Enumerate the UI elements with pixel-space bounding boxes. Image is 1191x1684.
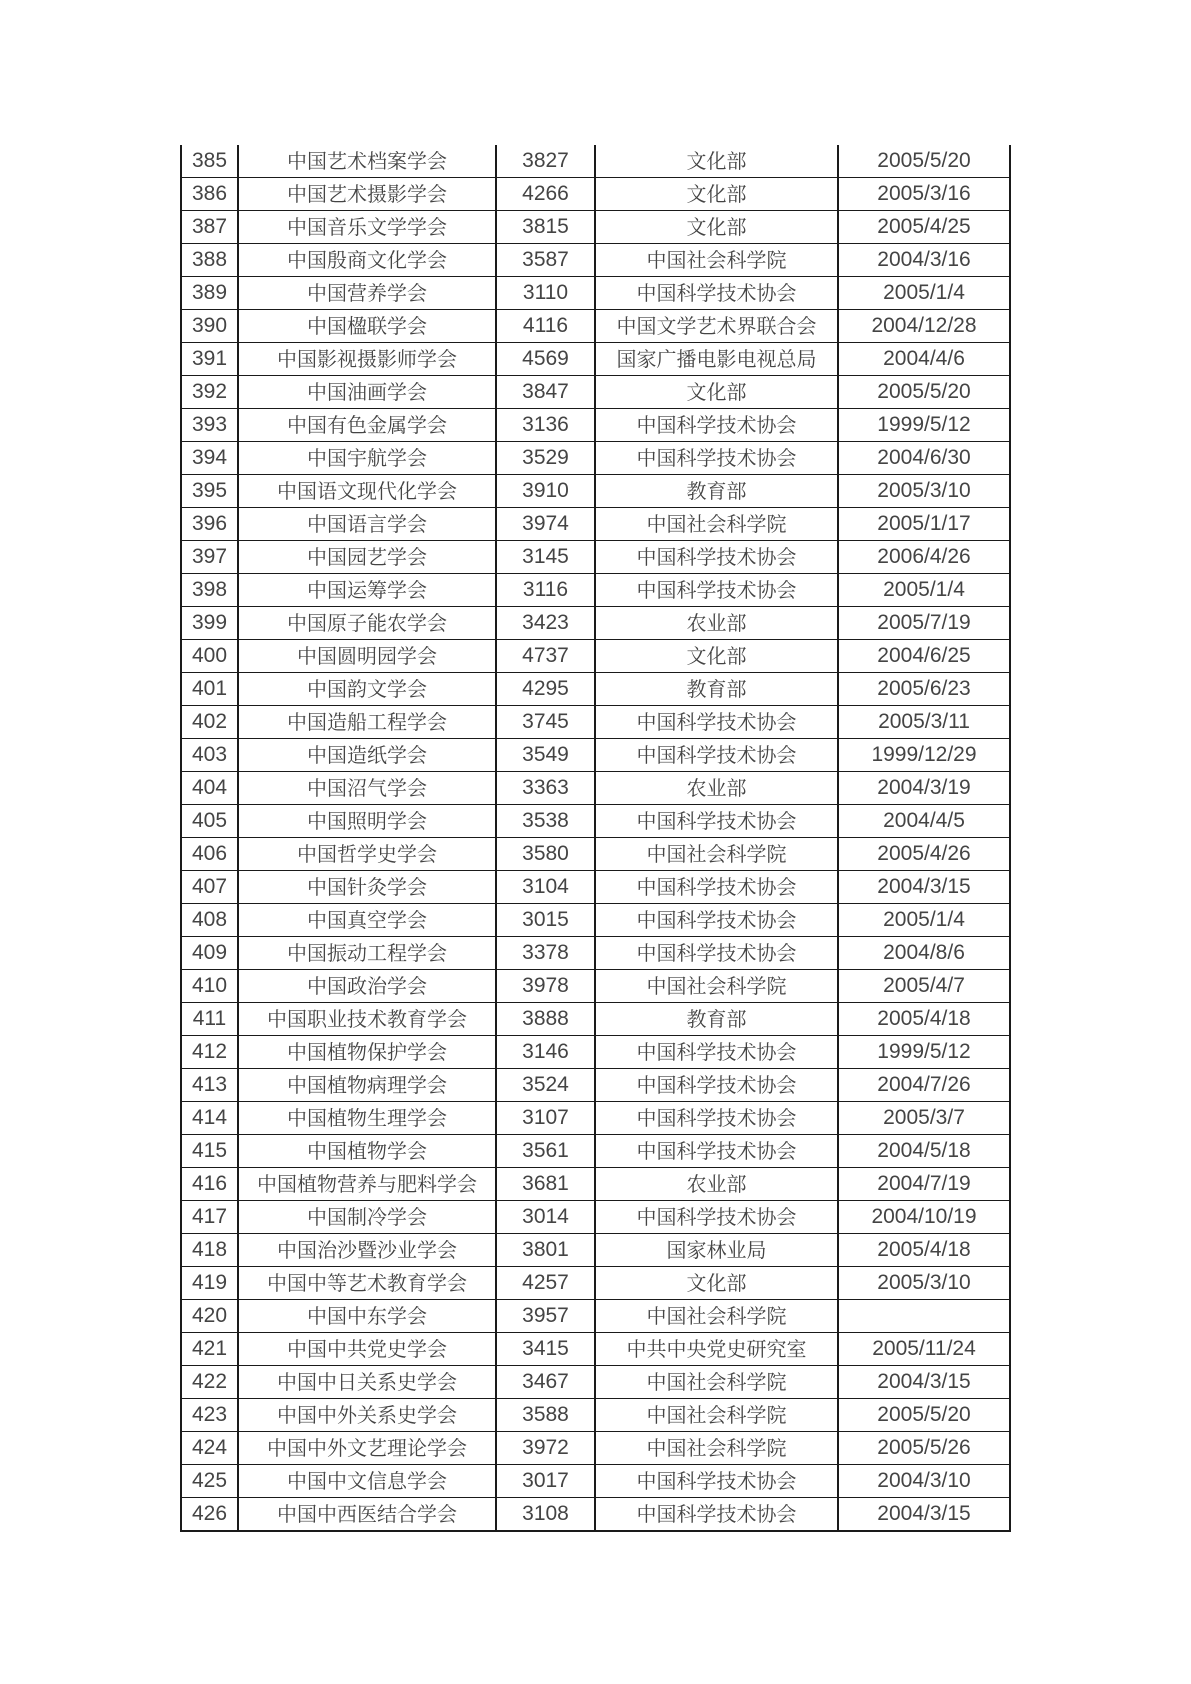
registration-code-cell: 3136	[496, 409, 595, 442]
society-name-cell: 中国原子能农学会	[238, 607, 496, 640]
date-cell	[838, 1300, 1010, 1333]
table-row	[181, 343, 1010, 376]
row-number-cell: 394	[181, 442, 238, 475]
row-number-cell: 385	[181, 145, 238, 178]
registration-code-cell: 3378	[496, 937, 595, 970]
society-name-cell: 中国殷商文化学会	[238, 244, 496, 277]
date-cell: 2004/5/18	[838, 1135, 1010, 1168]
supervising-agency-cell: 中国社会科学院	[595, 1432, 838, 1465]
table-row	[181, 607, 1010, 640]
society-name-cell: 中国制冷学会	[238, 1201, 496, 1234]
table-row	[181, 1102, 1010, 1135]
date-cell: 2004/4/5	[838, 805, 1010, 838]
table-row	[181, 673, 1010, 706]
row-number-cell: 396	[181, 508, 238, 541]
table-row	[181, 1432, 1010, 1465]
table-row	[181, 1465, 1010, 1498]
date-cell: 2004/7/19	[838, 1168, 1010, 1201]
table-row	[181, 1300, 1010, 1333]
date-cell: 2005/3/10	[838, 1267, 1010, 1300]
society-name-cell: 中国运筹学会	[238, 574, 496, 607]
society-name-cell: 中国植物保护学会	[238, 1036, 496, 1069]
table-row	[181, 1201, 1010, 1234]
table-row	[181, 376, 1010, 409]
society-name-cell: 中国艺术档案学会	[238, 145, 496, 178]
table-row	[181, 937, 1010, 970]
table-row	[181, 1333, 1010, 1366]
supervising-agency-cell: 中国社会科学院	[595, 1366, 838, 1399]
table-body	[181, 145, 1010, 1531]
row-number-cell: 424	[181, 1432, 238, 1465]
registration-code-cell: 3801	[496, 1234, 595, 1267]
supervising-agency-cell: 中国科学技术协会	[595, 1465, 838, 1498]
date-cell: 2004/3/15	[838, 1366, 1010, 1399]
date-cell: 2005/11/24	[838, 1333, 1010, 1366]
registration-code-cell: 3116	[496, 574, 595, 607]
row-number-cell: 410	[181, 970, 238, 1003]
row-number-cell: 402	[181, 706, 238, 739]
date-cell: 1999/5/12	[838, 409, 1010, 442]
registration-code-cell: 3529	[496, 442, 595, 475]
supervising-agency-cell: 中国科学技术协会	[595, 937, 838, 970]
date-cell: 2005/4/18	[838, 1003, 1010, 1036]
table-row	[181, 475, 1010, 508]
registration-code-cell: 3974	[496, 508, 595, 541]
table-row	[181, 1168, 1010, 1201]
table-row	[181, 508, 1010, 541]
date-cell: 2004/8/6	[838, 937, 1010, 970]
supervising-agency-cell: 文化部	[595, 211, 838, 244]
table-row	[181, 970, 1010, 1003]
supervising-agency-cell: 中共中央党史研究室	[595, 1333, 838, 1366]
registration-code-cell: 3681	[496, 1168, 595, 1201]
row-number-cell: 420	[181, 1300, 238, 1333]
table-row	[181, 871, 1010, 904]
date-cell: 2005/7/19	[838, 607, 1010, 640]
society-name-cell: 中国艺术摄影学会	[238, 178, 496, 211]
supervising-agency-cell: 中国社会科学院	[595, 838, 838, 871]
registration-code-cell: 3107	[496, 1102, 595, 1135]
table-row	[181, 706, 1010, 739]
supervising-agency-cell: 教育部	[595, 475, 838, 508]
row-number-cell: 391	[181, 343, 238, 376]
supervising-agency-cell: 中国科学技术协会	[595, 409, 838, 442]
date-cell: 2005/5/20	[838, 145, 1010, 178]
registration-code-cell: 4737	[496, 640, 595, 673]
date-cell: 2005/4/18	[838, 1234, 1010, 1267]
date-cell: 2005/5/20	[838, 376, 1010, 409]
society-name-cell: 中国圆明园学会	[238, 640, 496, 673]
supervising-agency-cell: 国家广播电影电视总局	[595, 343, 838, 376]
date-cell: 2004/6/30	[838, 442, 1010, 475]
row-number-cell: 406	[181, 838, 238, 871]
registration-code-cell: 3363	[496, 772, 595, 805]
row-number-cell: 390	[181, 310, 238, 343]
table-row	[181, 1003, 1010, 1036]
date-cell: 2005/1/4	[838, 904, 1010, 937]
registration-code-cell: 3110	[496, 277, 595, 310]
supervising-agency-cell: 中国科学技术协会	[595, 1135, 838, 1168]
supervising-agency-cell: 文化部	[595, 376, 838, 409]
date-cell: 2004/3/16	[838, 244, 1010, 277]
society-name-cell: 中国政治学会	[238, 970, 496, 1003]
registration-code-cell: 3588	[496, 1399, 595, 1432]
date-cell: 2004/12/28	[838, 310, 1010, 343]
supervising-agency-cell: 中国社会科学院	[595, 508, 838, 541]
society-name-cell: 中国有色金属学会	[238, 409, 496, 442]
row-number-cell: 412	[181, 1036, 238, 1069]
date-cell: 2004/10/19	[838, 1201, 1010, 1234]
society-name-cell: 中国植物生理学会	[238, 1102, 496, 1135]
society-name-cell: 中国语文现代化学会	[238, 475, 496, 508]
row-number-cell: 417	[181, 1201, 238, 1234]
supervising-agency-cell: 中国科学技术协会	[595, 739, 838, 772]
society-name-cell: 中国造纸学会	[238, 739, 496, 772]
row-number-cell: 413	[181, 1069, 238, 1102]
supervising-agency-cell: 教育部	[595, 1003, 838, 1036]
date-cell: 2005/3/7	[838, 1102, 1010, 1135]
registration-code-cell: 4569	[496, 343, 595, 376]
row-number-cell: 401	[181, 673, 238, 706]
table-row	[181, 805, 1010, 838]
table-row	[181, 1267, 1010, 1300]
date-cell: 2005/4/25	[838, 211, 1010, 244]
date-cell: 2005/3/16	[838, 178, 1010, 211]
table-row	[181, 904, 1010, 937]
table-row	[181, 772, 1010, 805]
supervising-agency-cell: 文化部	[595, 640, 838, 673]
registration-code-cell: 4266	[496, 178, 595, 211]
row-number-cell: 419	[181, 1267, 238, 1300]
row-number-cell: 389	[181, 277, 238, 310]
registration-code-cell: 3978	[496, 970, 595, 1003]
row-number-cell: 386	[181, 178, 238, 211]
supervising-agency-cell: 中国文学艺术界联合会	[595, 310, 838, 343]
table-row	[181, 1069, 1010, 1102]
date-cell: 2005/4/26	[838, 838, 1010, 871]
date-cell: 1999/12/29	[838, 739, 1010, 772]
supervising-agency-cell: 中国科学技术协会	[595, 805, 838, 838]
row-number-cell: 418	[181, 1234, 238, 1267]
registration-code-cell: 3910	[496, 475, 595, 508]
table-row	[181, 145, 1010, 178]
society-name-cell: 中国宇航学会	[238, 442, 496, 475]
row-number-cell: 422	[181, 1366, 238, 1399]
table-row	[181, 1366, 1010, 1399]
date-cell: 2004/4/6	[838, 343, 1010, 376]
row-number-cell: 425	[181, 1465, 238, 1498]
society-name-cell: 中国中等艺术教育学会	[238, 1267, 496, 1300]
row-number-cell: 407	[181, 871, 238, 904]
date-cell: 2005/5/20	[838, 1399, 1010, 1432]
society-name-cell: 中国中文信息学会	[238, 1465, 496, 1498]
date-cell: 2005/1/4	[838, 277, 1010, 310]
date-cell: 2005/6/23	[838, 673, 1010, 706]
registration-code-cell: 3415	[496, 1333, 595, 1366]
society-name-cell: 中国中东学会	[238, 1300, 496, 1333]
row-number-cell: 387	[181, 211, 238, 244]
date-cell: 2005/3/10	[838, 475, 1010, 508]
row-number-cell: 409	[181, 937, 238, 970]
society-name-cell: 中国植物病理学会	[238, 1069, 496, 1102]
registration-code-cell: 3017	[496, 1465, 595, 1498]
date-cell: 2005/3/11	[838, 706, 1010, 739]
supervising-agency-cell: 文化部	[595, 1267, 838, 1300]
registration-code-cell: 4116	[496, 310, 595, 343]
table-row	[181, 1498, 1010, 1532]
supervising-agency-cell: 中国科学技术协会	[595, 1201, 838, 1234]
society-name-cell: 中国音乐文学学会	[238, 211, 496, 244]
society-name-cell: 中国植物学会	[238, 1135, 496, 1168]
registration-code-cell: 3104	[496, 871, 595, 904]
supervising-agency-cell: 农业部	[595, 1168, 838, 1201]
supervising-agency-cell: 中国科学技术协会	[595, 574, 838, 607]
supervising-agency-cell: 农业部	[595, 772, 838, 805]
row-number-cell: 403	[181, 739, 238, 772]
supervising-agency-cell: 文化部	[595, 145, 838, 178]
registration-code-cell: 3847	[496, 376, 595, 409]
date-cell: 2005/4/7	[838, 970, 1010, 1003]
society-name-cell: 中国语言学会	[238, 508, 496, 541]
registration-code-cell: 3549	[496, 739, 595, 772]
supervising-agency-cell: 文化部	[595, 178, 838, 211]
row-number-cell: 398	[181, 574, 238, 607]
society-name-cell: 中国中外文艺理论学会	[238, 1432, 496, 1465]
table-row	[181, 541, 1010, 574]
row-number-cell: 393	[181, 409, 238, 442]
registration-code-cell: 3745	[496, 706, 595, 739]
society-name-cell: 中国针灸学会	[238, 871, 496, 904]
supervising-agency-cell: 农业部	[595, 607, 838, 640]
supervising-agency-cell: 中国科学技术协会	[595, 277, 838, 310]
supervising-agency-cell: 中国社会科学院	[595, 1300, 838, 1333]
registration-code-cell: 3888	[496, 1003, 595, 1036]
date-cell: 2004/3/15	[838, 871, 1010, 904]
supervising-agency-cell: 中国科学技术协会	[595, 706, 838, 739]
row-number-cell: 423	[181, 1399, 238, 1432]
registration-code-cell: 3145	[496, 541, 595, 574]
society-name-cell: 中国油画学会	[238, 376, 496, 409]
registration-code-cell: 3524	[496, 1069, 595, 1102]
supervising-agency-cell: 中国科学技术协会	[595, 1069, 838, 1102]
society-name-cell: 中国造船工程学会	[238, 706, 496, 739]
supervising-agency-cell: 中国社会科学院	[595, 1399, 838, 1432]
registration-code-cell: 3146	[496, 1036, 595, 1069]
supervising-agency-cell: 中国科学技术协会	[595, 1498, 838, 1532]
supervising-agency-cell: 中国社会科学院	[595, 244, 838, 277]
table-row	[181, 1036, 1010, 1069]
registration-code-cell: 3957	[496, 1300, 595, 1333]
registration-code-cell: 4295	[496, 673, 595, 706]
supervising-agency-cell: 教育部	[595, 673, 838, 706]
registration-code-cell: 3015	[496, 904, 595, 937]
row-number-cell: 392	[181, 376, 238, 409]
row-number-cell: 426	[181, 1498, 238, 1532]
table-row	[181, 310, 1010, 343]
registration-code-cell: 3423	[496, 607, 595, 640]
society-name-cell: 中国中日关系史学会	[238, 1366, 496, 1399]
society-name-cell: 中国植物营养与肥料学会	[238, 1168, 496, 1201]
row-number-cell: 404	[181, 772, 238, 805]
society-name-cell: 中国楹联学会	[238, 310, 496, 343]
supervising-agency-cell: 中国科学技术协会	[595, 442, 838, 475]
row-number-cell: 395	[181, 475, 238, 508]
table-row	[181, 1135, 1010, 1168]
supervising-agency-cell: 中国社会科学院	[595, 970, 838, 1003]
date-cell: 2004/3/10	[838, 1465, 1010, 1498]
row-number-cell: 397	[181, 541, 238, 574]
registration-code-cell: 3580	[496, 838, 595, 871]
registration-code-cell: 3108	[496, 1498, 595, 1532]
row-number-cell: 415	[181, 1135, 238, 1168]
society-name-cell: 中国沼气学会	[238, 772, 496, 805]
society-registry-table	[180, 145, 1011, 1532]
supervising-agency-cell: 中国科学技术协会	[595, 904, 838, 937]
society-name-cell: 中国振动工程学会	[238, 937, 496, 970]
supervising-agency-cell: 国家林业局	[595, 1234, 838, 1267]
date-cell: 2006/4/26	[838, 541, 1010, 574]
society-name-cell: 中国影视摄影师学会	[238, 343, 496, 376]
registration-code-cell: 3538	[496, 805, 595, 838]
row-number-cell: 388	[181, 244, 238, 277]
table-row	[181, 277, 1010, 310]
society-name-cell: 中国治沙暨沙业学会	[238, 1234, 496, 1267]
table-row	[181, 1234, 1010, 1267]
row-number-cell: 408	[181, 904, 238, 937]
date-cell: 2004/6/25	[838, 640, 1010, 673]
row-number-cell: 414	[181, 1102, 238, 1135]
date-cell: 1999/5/12	[838, 1036, 1010, 1069]
table-row	[181, 211, 1010, 244]
table-row	[181, 442, 1010, 475]
row-number-cell: 399	[181, 607, 238, 640]
registration-code-cell: 3014	[496, 1201, 595, 1234]
table-row	[181, 244, 1010, 277]
table-row	[181, 409, 1010, 442]
table-row	[181, 178, 1010, 211]
row-number-cell: 421	[181, 1333, 238, 1366]
registration-code-cell: 3467	[496, 1366, 595, 1399]
registration-code-cell: 3827	[496, 145, 595, 178]
society-name-cell: 中国中共党史学会	[238, 1333, 496, 1366]
registration-code-cell: 3587	[496, 244, 595, 277]
date-cell: 2005/1/4	[838, 574, 1010, 607]
supervising-agency-cell: 中国科学技术协会	[595, 541, 838, 574]
row-number-cell: 411	[181, 1003, 238, 1036]
supervising-agency-cell: 中国科学技术协会	[595, 871, 838, 904]
table-row	[181, 640, 1010, 673]
society-name-cell: 中国韵文学会	[238, 673, 496, 706]
date-cell: 2005/5/26	[838, 1432, 1010, 1465]
registration-code-cell: 3561	[496, 1135, 595, 1168]
society-name-cell: 中国职业技术教育学会	[238, 1003, 496, 1036]
society-name-cell: 中国照明学会	[238, 805, 496, 838]
row-number-cell: 400	[181, 640, 238, 673]
table-row	[181, 574, 1010, 607]
supervising-agency-cell: 中国科学技术协会	[595, 1036, 838, 1069]
registration-code-cell: 3972	[496, 1432, 595, 1465]
registration-code-cell: 3815	[496, 211, 595, 244]
row-number-cell: 416	[181, 1168, 238, 1201]
society-name-cell: 中国中西医结合学会	[238, 1498, 496, 1532]
society-name-cell: 中国营养学会	[238, 277, 496, 310]
society-name-cell: 中国哲学史学会	[238, 838, 496, 871]
date-cell: 2004/7/26	[838, 1069, 1010, 1102]
date-cell: 2005/1/17	[838, 508, 1010, 541]
row-number-cell: 405	[181, 805, 238, 838]
table-row	[181, 739, 1010, 772]
supervising-agency-cell: 中国科学技术协会	[595, 1102, 838, 1135]
date-cell: 2004/3/19	[838, 772, 1010, 805]
date-cell: 2004/3/15	[838, 1498, 1010, 1532]
table-row	[181, 1399, 1010, 1432]
registration-code-cell: 4257	[496, 1267, 595, 1300]
table-row	[181, 838, 1010, 871]
society-name-cell: 中国真空学会	[238, 904, 496, 937]
society-name-cell: 中国中外关系史学会	[238, 1399, 496, 1432]
society-name-cell: 中国园艺学会	[238, 541, 496, 574]
